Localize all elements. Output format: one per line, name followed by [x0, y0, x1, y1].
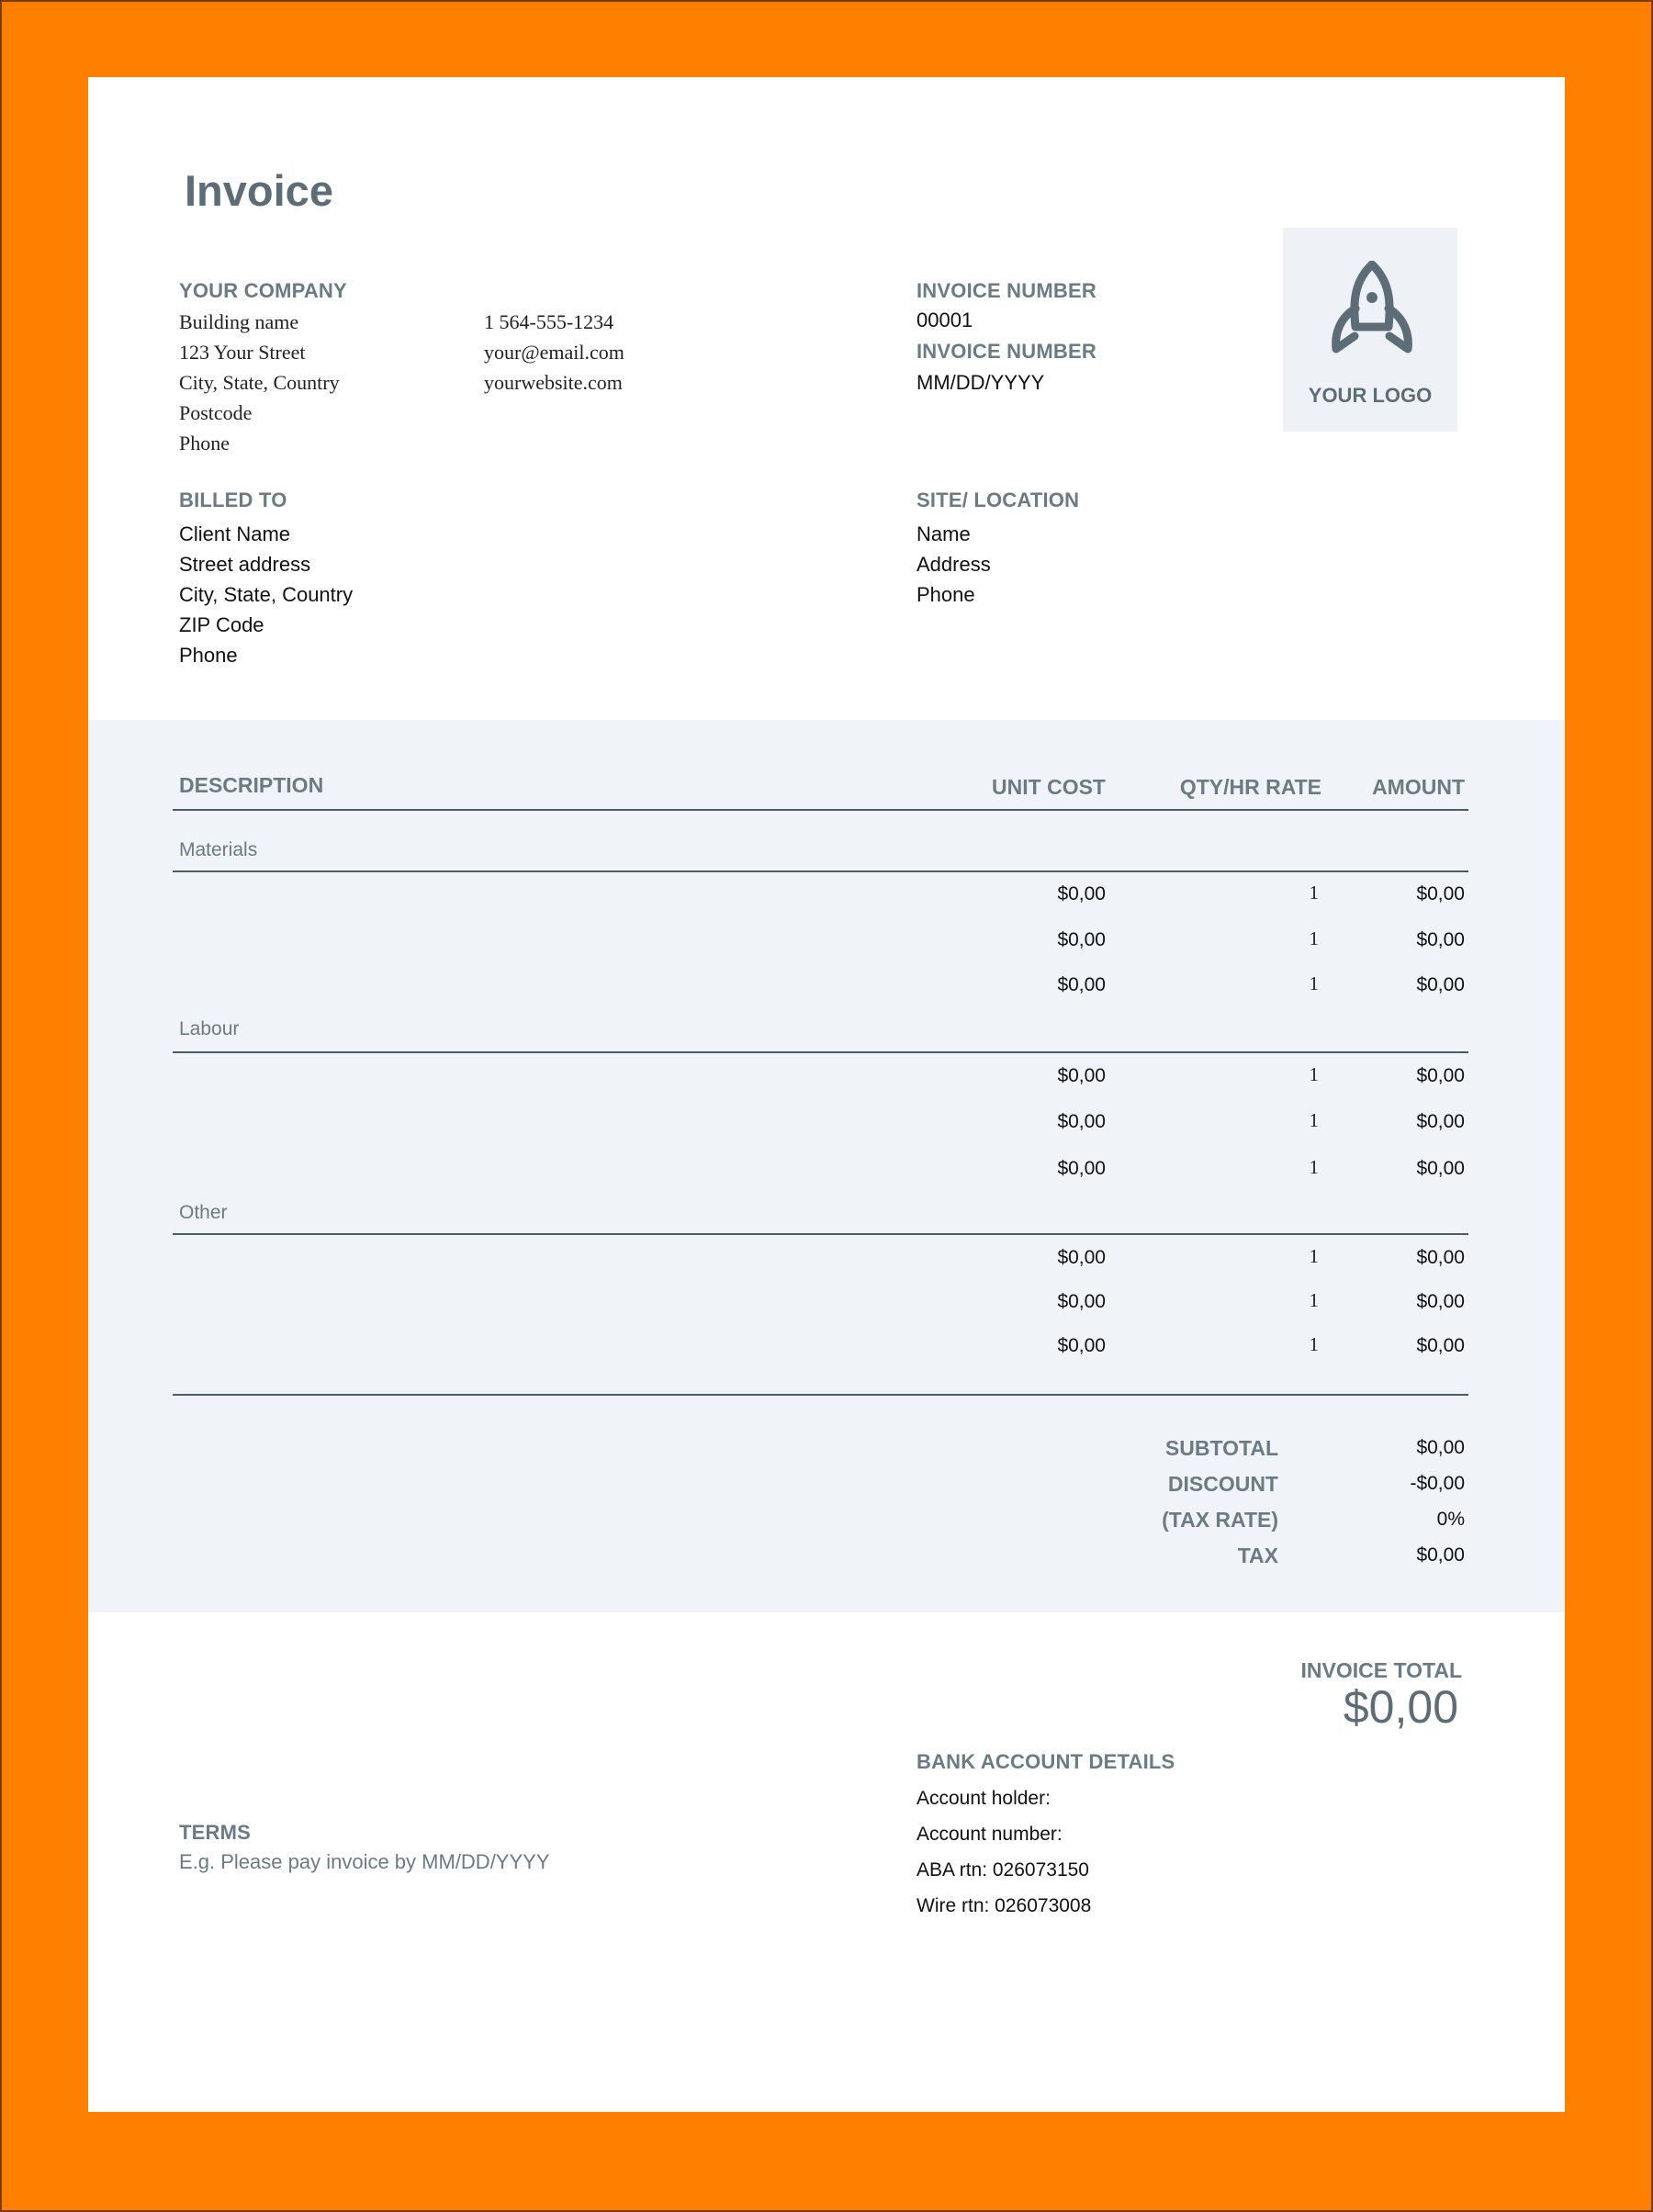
contact-email: your@email.com: [484, 341, 624, 364]
billed-line: Street address: [179, 553, 311, 576]
site-block: [916, 519, 991, 610]
terms-label: TERMS: [179, 1821, 251, 1844]
amount-cell: $0,00: [1416, 1247, 1465, 1268]
bank-line: Wire rtn: 026073008: [916, 1895, 1092, 1916]
amount-cell: $0,00: [1416, 974, 1465, 995]
address-line: 123 Your Street: [179, 341, 306, 364]
company-address: [179, 307, 340, 458]
invoice-date-label: INVOICE NUMBER: [916, 340, 1096, 363]
bank-details-label: BANK ACCOUNT DETAILS: [916, 1750, 1175, 1773]
invoice-total-value: $0,00: [1343, 1681, 1458, 1733]
qty-cell: 1: [1309, 1245, 1319, 1267]
col-header-qty: QTY/HR RATE: [1179, 775, 1321, 799]
bank-details-block: [916, 1780, 1091, 1924]
subtotal-value: $0,00: [1416, 1437, 1465, 1458]
section-rule: [173, 1233, 1468, 1235]
company-contact: [484, 307, 624, 398]
col-header-unit-cost: UNIT COST: [992, 775, 1106, 799]
unit-cost-cell: $0,00: [1057, 1247, 1106, 1268]
amount-cell: $0,00: [1416, 883, 1465, 904]
billed-line: City, State, Country: [179, 583, 354, 606]
unit-cost-cell: $0,00: [1057, 1291, 1106, 1312]
invoice-number-label: INVOICE NUMBER: [916, 279, 1096, 302]
unit-cost-cell: $0,00: [1057, 1065, 1106, 1086]
site-location-label: SITE/ LOCATION: [916, 488, 1080, 511]
section-materials: Materials: [179, 839, 258, 860]
qty-cell: 1: [1309, 1109, 1319, 1131]
billed-line: Phone: [179, 644, 238, 667]
amount-cell: $0,00: [1416, 1158, 1465, 1179]
tax-rate-label: (TAX RATE): [1162, 1508, 1278, 1532]
bank-line: Account holder:: [916, 1788, 1051, 1809]
amount-cell: $0,00: [1416, 1111, 1465, 1132]
amount-cell: $0,00: [1416, 929, 1465, 950]
unit-cost-cell: $0,00: [1057, 929, 1106, 950]
contact-phone: 1 564-555-1234: [484, 310, 614, 333]
subtotal-label: SUBTOTAL: [1164, 1436, 1278, 1460]
section-rule: [173, 870, 1468, 872]
address-line: Building name: [179, 310, 299, 333]
rocket-icon: [1329, 261, 1415, 364]
qty-cell: 1: [1309, 1156, 1319, 1178]
unit-cost-cell: $0,00: [1057, 883, 1106, 904]
terms-text: E.g. Please pay invoice by MM/DD/YYYY: [179, 1850, 550, 1873]
section-rule: [173, 1051, 1468, 1053]
unit-cost-cell: $0,00: [1057, 974, 1106, 995]
qty-cell: 1: [1309, 972, 1319, 994]
invoice-sheet: [88, 77, 1565, 2112]
address-line: City, State, Country: [179, 371, 340, 394]
logo-placeholder: [1283, 228, 1457, 432]
contact-website: yourwebsite.com: [484, 371, 623, 394]
invoice-total-label: INVOICE TOTAL: [1300, 1658, 1462, 1682]
bank-line: ABA rtn: 026073150: [916, 1859, 1089, 1881]
tax-rate-value: 0%: [1436, 1509, 1465, 1530]
invoice-date: MM/DD/YYYY: [916, 371, 1045, 394]
section-other: Other: [179, 1202, 228, 1223]
qty-cell: 1: [1309, 881, 1319, 904]
site-line: Address: [916, 553, 991, 576]
tax-value: $0,00: [1416, 1544, 1465, 1566]
address-line: Phone: [179, 432, 230, 455]
page-title: Invoice: [185, 166, 333, 215]
billed-line: Client Name: [179, 522, 291, 545]
logo-text: YOUR LOGO: [1308, 384, 1433, 407]
discount-value: -$0,00: [1410, 1473, 1465, 1494]
qty-cell: 1: [1309, 1333, 1319, 1355]
qty-cell: 1: [1309, 1289, 1319, 1311]
unit-cost-cell: $0,00: [1057, 1158, 1106, 1179]
billed-to-label: BILLED TO: [179, 488, 287, 511]
company-label: YOUR COMPANY: [179, 279, 347, 302]
address-line: Postcode: [179, 401, 253, 424]
amount-cell: $0,00: [1416, 1291, 1465, 1312]
header-rule: [173, 809, 1468, 811]
col-header-description: DESCRIPTION: [179, 773, 324, 797]
amount-cell: $0,00: [1416, 1335, 1465, 1356]
invoice-number: 00001: [916, 309, 973, 331]
tax-label: TAX: [1237, 1544, 1278, 1567]
billed-to-block: [179, 519, 353, 670]
site-line: Phone: [916, 583, 975, 606]
bank-line: Account number:: [916, 1824, 1063, 1845]
amount-cell: $0,00: [1416, 1065, 1465, 1086]
table-bottom-rule: [173, 1394, 1468, 1396]
site-line: Name: [916, 522, 971, 545]
unit-cost-cell: $0,00: [1057, 1335, 1106, 1356]
qty-cell: 1: [1309, 1063, 1319, 1085]
discount-label: DISCOUNT: [1167, 1472, 1278, 1496]
section-labour: Labour: [179, 1018, 240, 1039]
billed-line: ZIP Code: [179, 613, 264, 636]
qty-cell: 1: [1309, 927, 1319, 949]
col-header-amount: AMOUNT: [1372, 775, 1465, 799]
unit-cost-cell: $0,00: [1057, 1111, 1106, 1132]
